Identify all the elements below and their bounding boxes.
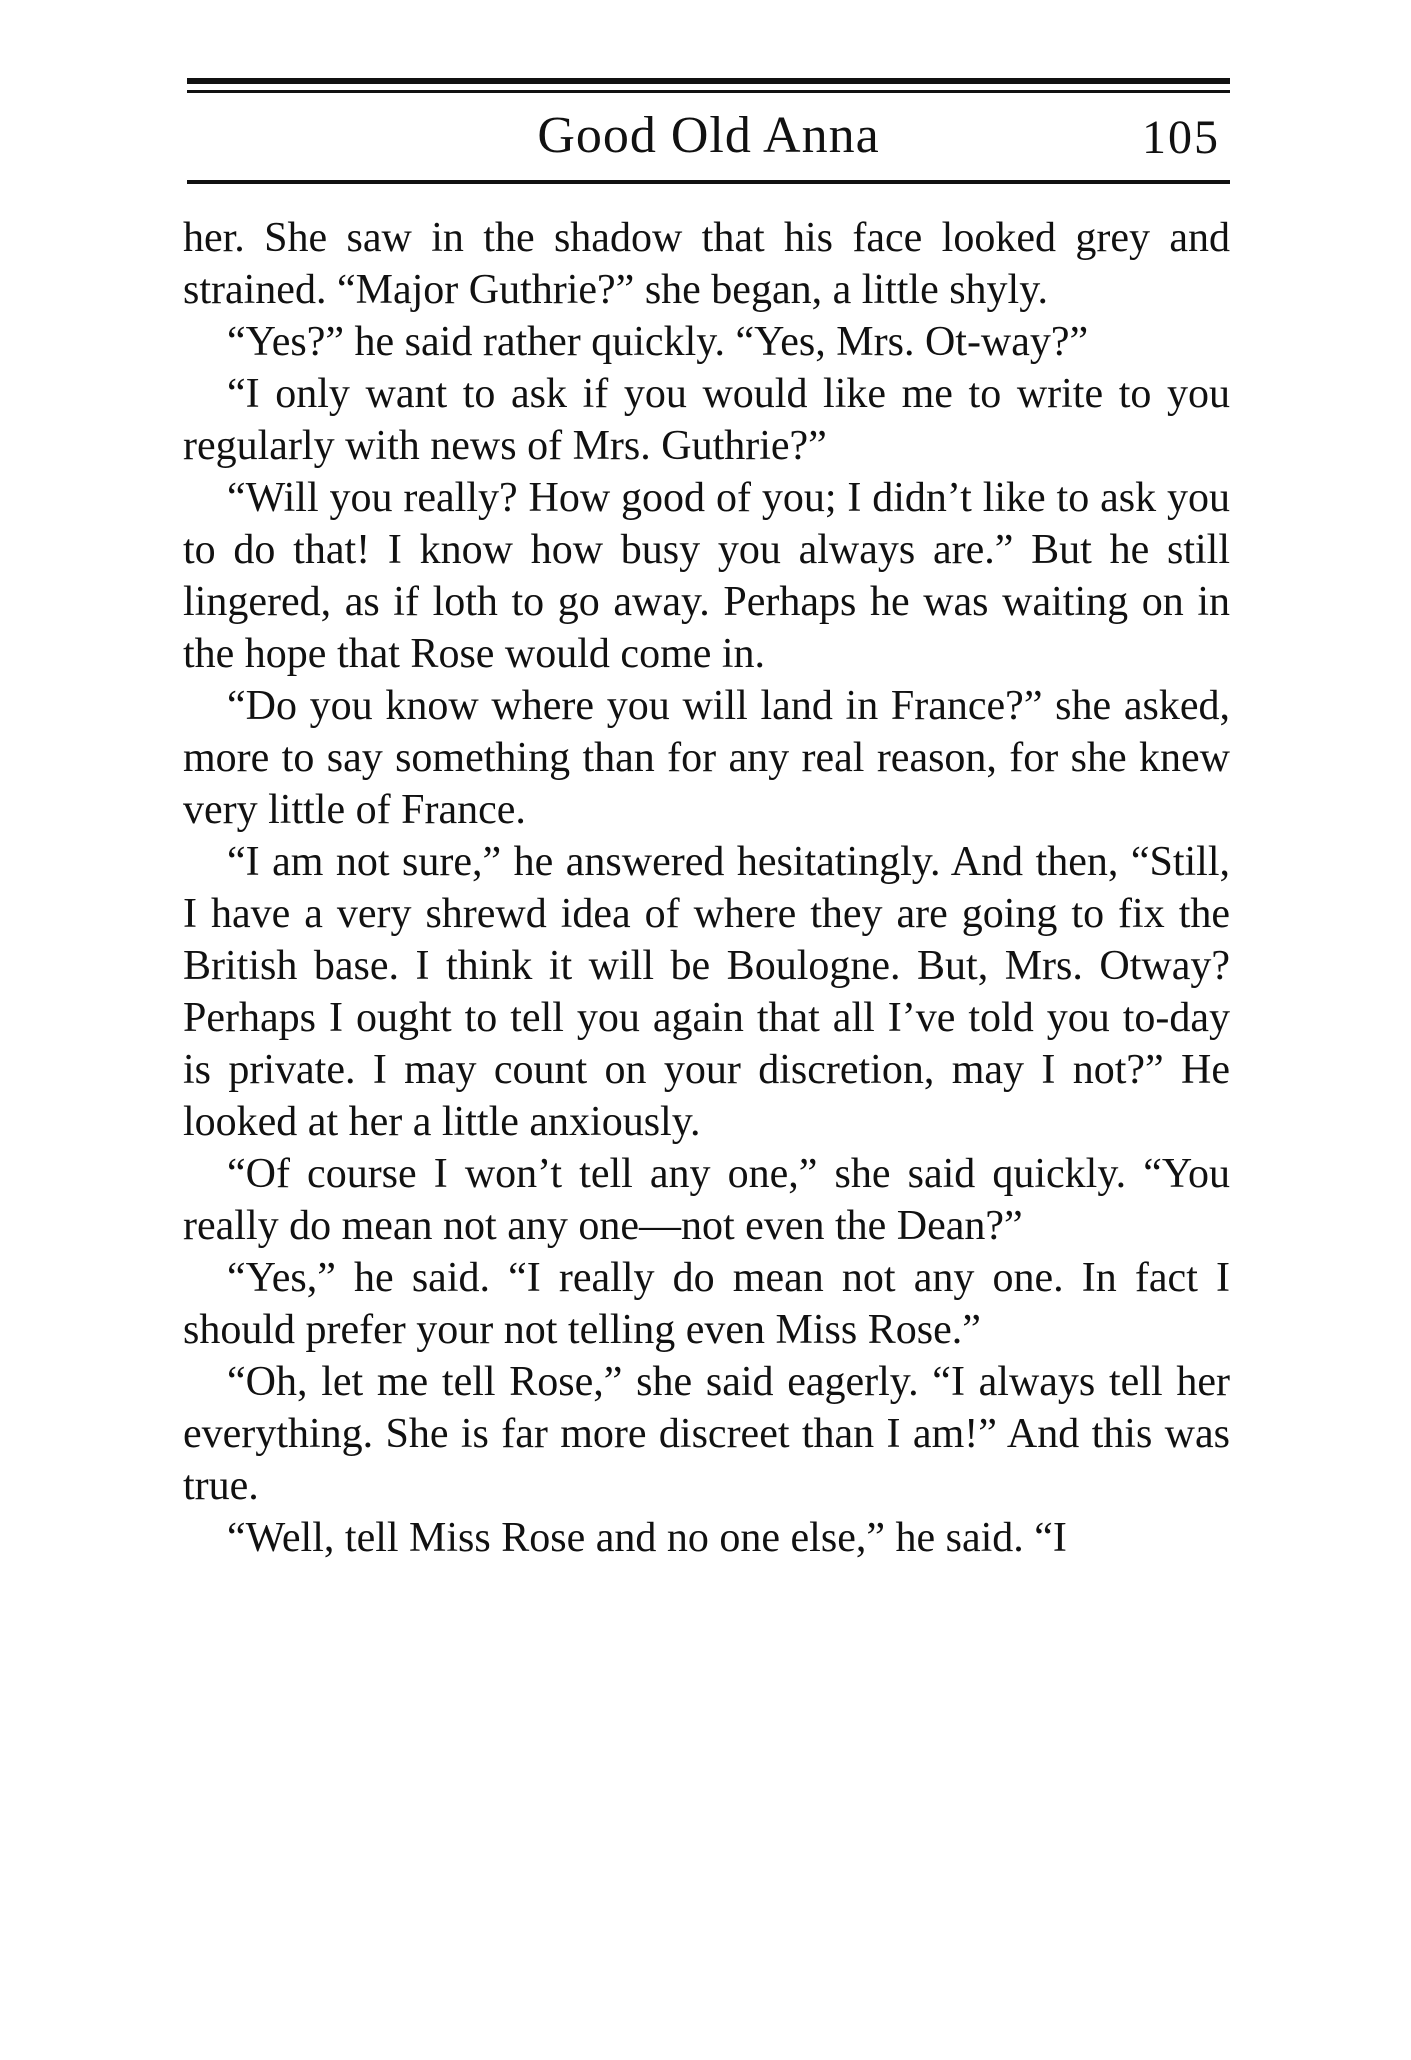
paragraph: “Of course I won’t tell any one,” she said quickly. “You really do mean not any one—not even the Dean?” — [183, 1151, 1230, 1249]
header-rule-bottom — [187, 180, 1230, 184]
page-number: 105 — [1142, 111, 1220, 164]
paragraph: “Do you know where you will land in France?” she asked, more to say something than for any real reason, for she knew very little of France. — [183, 683, 1230, 833]
paragraph: “I only want to ask if you would like me to write to you regularly with news of Mrs. Guthrie?” — [183, 371, 1230, 469]
header-rule-top — [187, 78, 1230, 84]
running-title: Good Old Anna — [537, 107, 880, 164]
paragraph: “Yes,” he said. “I really do mean not any one. In fact I should prefer your not telling even Miss Rose.” — [183, 1255, 1230, 1353]
paragraph: “Yes?” he said rather quickly. “Yes, Mrs. Ot-way?” — [227, 319, 1089, 365]
paragraph: “Will you really? How good of you; I didn’t like to ask you to do that! I know how busy you always are.” But he still lingered, as if loth to go away. Perhaps he was waiting on in the hope that Rose would come in. — [183, 475, 1230, 677]
body-text — [183, 212, 1230, 1564]
paragraph: her. She saw in the shadow that his face looked grey and strained. “Major Guthrie?” she began, a little shyly. — [183, 215, 1230, 313]
paragraph: “Well, tell Miss Rose and no one else,” he said. “I — [227, 1515, 1067, 1561]
header-rule-top-thin — [187, 90, 1230, 93]
paragraph: “I am not sure,” he answered hesitatingly. And then, “Still, I have a very shrewd idea of where they are going to fix the British base. I think it will be Boulogne. But, Mrs. Otway? Perhaps I ought to tell you again that all I’ve told you to-day is private. I may count on your discretion, may I not?” He looked at her a little anxiously. — [183, 839, 1230, 1145]
paragraph: “Oh, let me tell Rose,” she said eagerly. “I always tell her everything. She is far more discreet than I am!” And this was true. — [183, 1359, 1230, 1509]
running-head — [187, 100, 1230, 170]
